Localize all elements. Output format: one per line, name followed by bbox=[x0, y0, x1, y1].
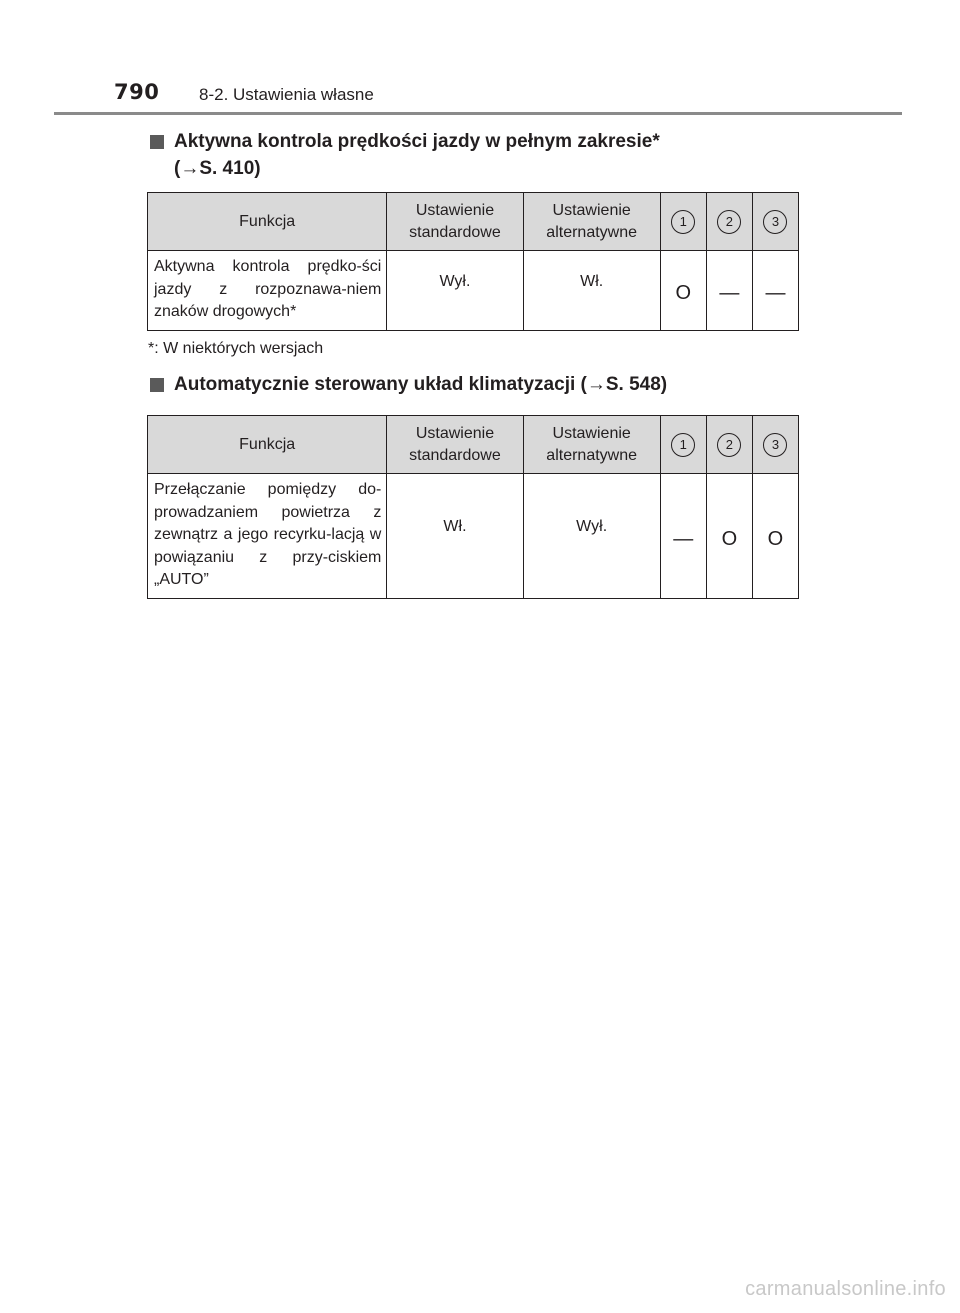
alternative-cell: Wł. bbox=[523, 251, 660, 331]
table-row bbox=[148, 474, 799, 599]
mark-cell-2: — bbox=[706, 251, 752, 331]
function-cell: Aktywna kontrola prędko-ści jazdy z rozpoznawa-niem znaków drogowych* bbox=[148, 251, 387, 331]
header-col-1 bbox=[660, 416, 706, 474]
header-col-2 bbox=[706, 416, 752, 474]
square-bullet-icon bbox=[150, 378, 164, 392]
header-standard: Ustawienie standardowe bbox=[387, 416, 523, 474]
standard-cell: Wł. bbox=[387, 474, 523, 599]
watermark: carmanualsonline.info bbox=[745, 1278, 946, 1300]
standard-cell: Wył. bbox=[387, 251, 523, 331]
function-cell: Przełączanie pomiędzy do-prowadzaniem powietrza z zewnątrz a jego recyrku-lacją w powiązaniu z przy-ciskiem „AUTO” bbox=[148, 474, 387, 599]
section-heading-text bbox=[174, 128, 660, 182]
header-funkcja: Funkcja bbox=[148, 416, 387, 474]
section-heading-text: Automatycznie sterowany układ klimatyzacji (→S. 548) bbox=[174, 374, 668, 395]
mark-cell-1: — bbox=[660, 474, 706, 599]
circled-number-1: 1 bbox=[671, 210, 695, 234]
alternative-cell: Wył. bbox=[523, 474, 660, 599]
header-col-3 bbox=[752, 193, 798, 251]
footnote: *: W niektórych wersjach bbox=[148, 340, 324, 357]
table-header-row bbox=[148, 416, 799, 474]
mark-cell-1: O bbox=[660, 251, 706, 331]
header-col-3 bbox=[752, 416, 798, 474]
circled-number-2: 2 bbox=[717, 433, 741, 457]
circled-number-3: 3 bbox=[763, 433, 787, 457]
heading-line-1: Aktywna kontrola prędkości jazdy w pełnym zakresie* bbox=[174, 131, 660, 152]
page-header bbox=[54, 78, 902, 118]
settings-table-acc bbox=[147, 192, 799, 331]
circled-number-3: 3 bbox=[763, 210, 787, 234]
table-header-row bbox=[148, 193, 799, 251]
mark-cell-3: — bbox=[752, 251, 798, 331]
mark-cell-2: O bbox=[706, 474, 752, 599]
header-standard: Ustawienie standardowe bbox=[387, 193, 523, 251]
chapter-title: 8-2. Ustawienia własne bbox=[199, 85, 374, 104]
arrow-icon: → bbox=[180, 158, 200, 179]
header-rule bbox=[54, 112, 902, 115]
circled-number-1: 1 bbox=[671, 433, 695, 457]
header-col-2 bbox=[706, 193, 752, 251]
header-funkcja: Funkcja bbox=[148, 193, 387, 251]
page-number: 790 bbox=[114, 80, 160, 104]
table-row bbox=[148, 251, 799, 331]
arrow-icon: → bbox=[586, 374, 606, 395]
header-alternative: Ustawienie alternatywne bbox=[523, 193, 660, 251]
header-alternative: Ustawienie alternatywne bbox=[523, 416, 660, 474]
heading-line-2: (→S. 410) bbox=[174, 158, 261, 179]
circled-number-2: 2 bbox=[717, 210, 741, 234]
mark-cell-3: O bbox=[752, 474, 798, 599]
settings-table-climate bbox=[147, 415, 799, 599]
header-col-1 bbox=[660, 193, 706, 251]
square-bullet-icon bbox=[150, 135, 164, 149]
